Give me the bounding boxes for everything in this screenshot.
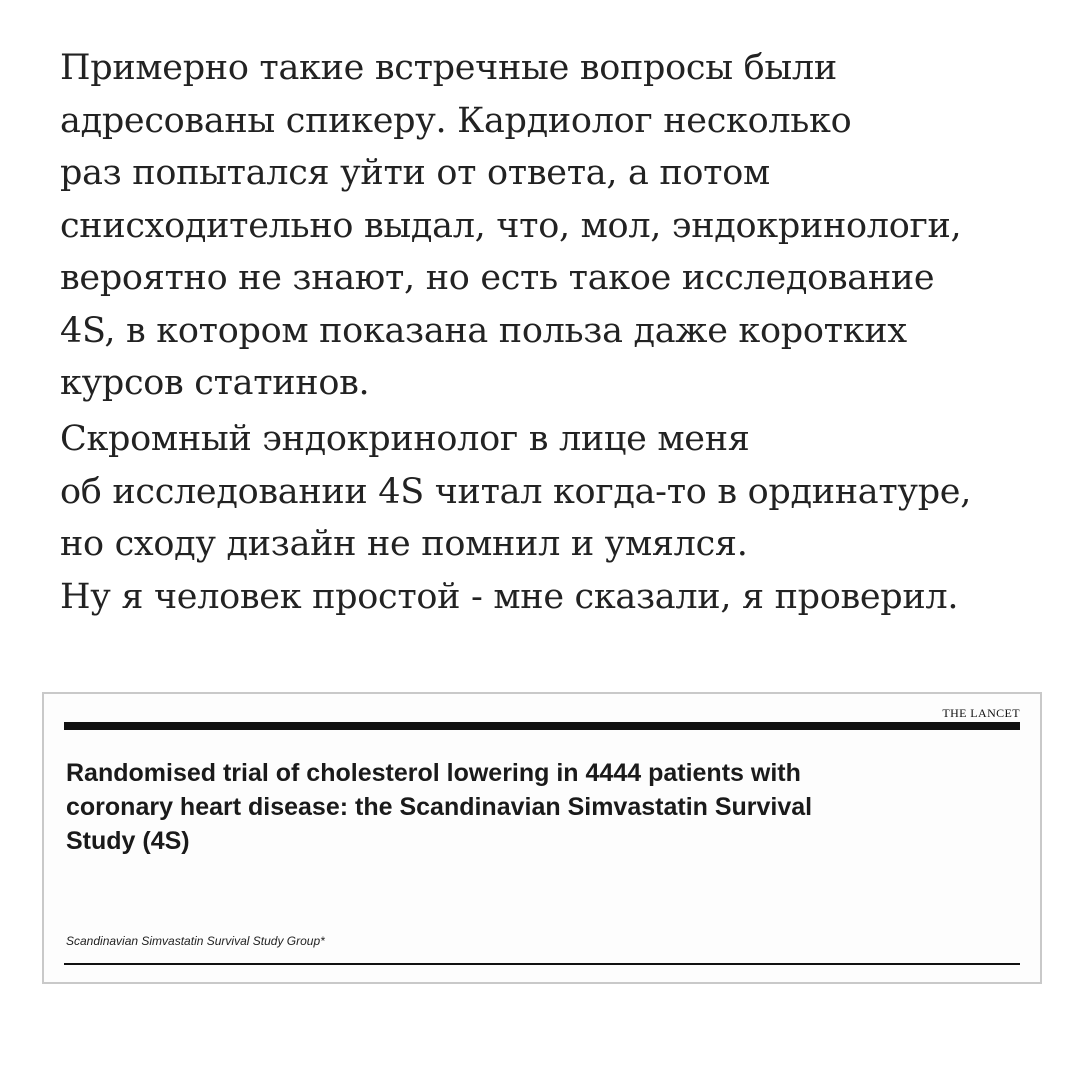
text-line: но сходу дизайн не помнил и умялся. xyxy=(60,524,748,564)
article-title xyxy=(66,756,1006,858)
footer-thin-rule xyxy=(64,963,1020,965)
text-line: Скромный эндокринолог в лице меня xyxy=(60,419,750,459)
article-title-line: Study (4S) xyxy=(66,827,190,855)
text-line: 4S, в котором показана польза даже коротких xyxy=(60,310,907,351)
text-line: курсов статинов. xyxy=(60,363,370,403)
article-authors: Scandinavian Simvastatin Survival Study Group* xyxy=(66,934,325,948)
journal-name: THE LANCET xyxy=(942,706,1020,720)
header-thick-rule xyxy=(64,722,1020,730)
text-line: Примерно такие встречные вопросы были xyxy=(60,48,837,88)
article-title-line: coronary heart disease: the Scandinavian Simvastatin Survival xyxy=(66,793,813,821)
text-line: Ну я человек простой - мне сказали, я проверил. xyxy=(60,576,959,617)
text-line: об исследовании 4S читал когда-то в ординатуре, xyxy=(60,471,972,512)
text-line: снисходительно выдал, что, мол, эндокринологи, xyxy=(60,205,962,246)
text-line: раз попытался уйти от ответа, а потом xyxy=(60,153,770,193)
body-paragraph-2 xyxy=(60,413,1050,623)
body-paragraph-1 xyxy=(60,42,1050,410)
article-title-line: Randomised trial of cholesterol lowering in 4444 patients with xyxy=(66,759,801,787)
text-line: вероятно не знают, но есть такое исследование xyxy=(60,258,935,298)
article-header-clipping xyxy=(42,692,1042,984)
text-line: адресованы спикеру. Кардиолог несколько xyxy=(60,100,852,141)
